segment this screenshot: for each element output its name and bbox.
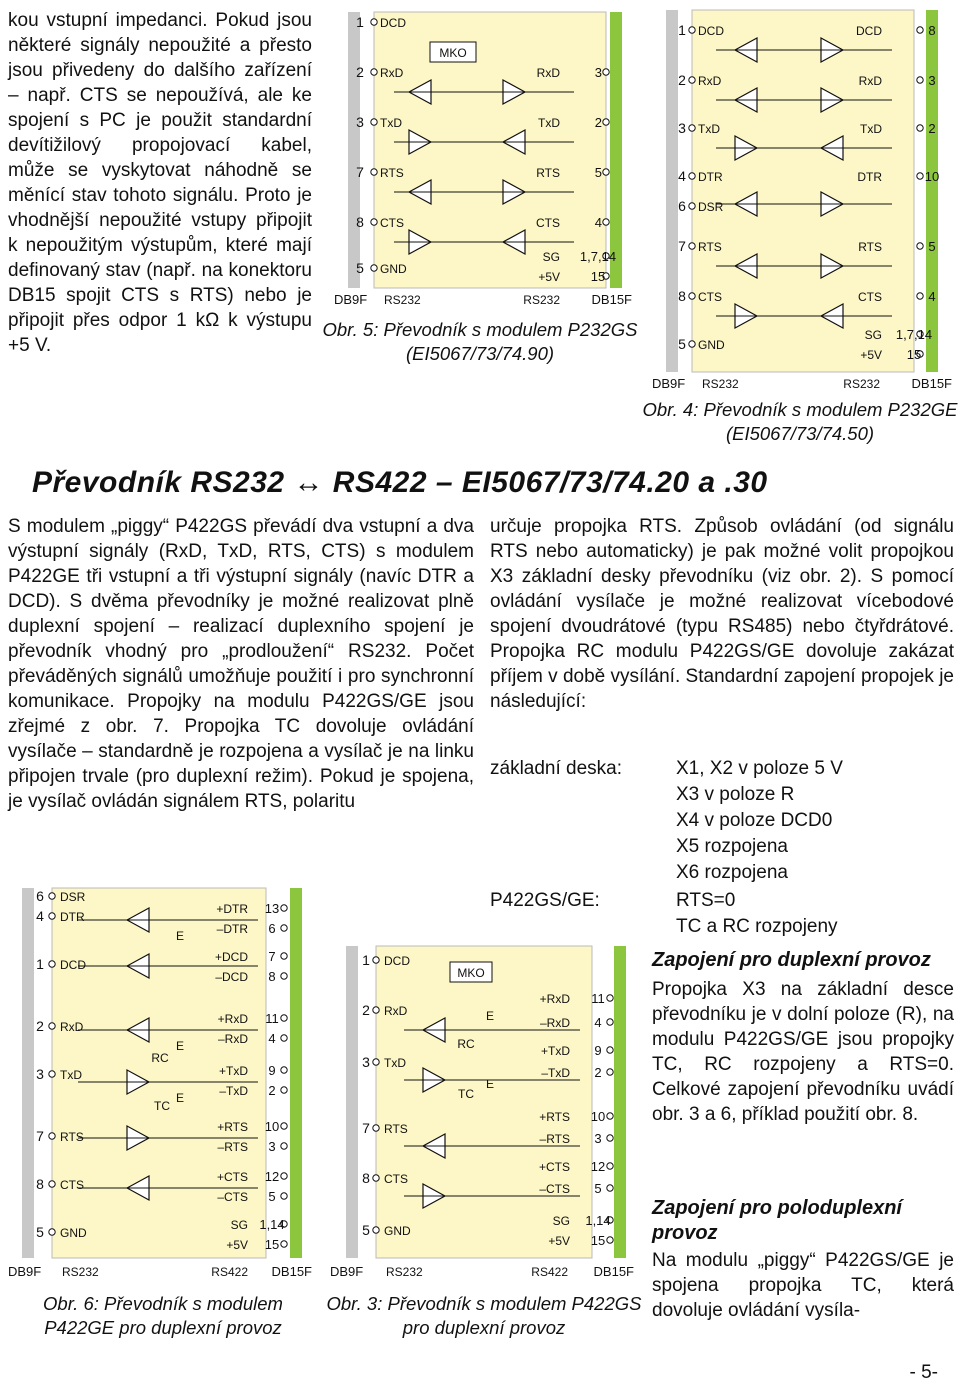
- fig5-module-label: MKO: [439, 46, 467, 60]
- fig6-left-name: RxD: [60, 1020, 84, 1034]
- fig4-right-name: RxD: [858, 74, 882, 88]
- fig4-right-pin-dot: [917, 173, 923, 179]
- fig6-right-strip: [290, 888, 302, 1258]
- fig6-left-strip: [22, 888, 34, 1258]
- section-heading: Převodník RS232 ↔ RS422 – EI5067/73/74.20 a .30: [32, 466, 768, 499]
- fig6-right-pin: 8: [268, 969, 276, 984]
- fig5-right-strip: [610, 12, 622, 288]
- fig4-right-name: SG: [864, 328, 882, 342]
- body-right-text: určuje propojka RTS. Způsob ovládání (od signálu RTS nebo automaticky) je pak možné volit propojkou X3 základní desky převodníku (viz obr. 2). S pomocí ovládání vysílače je možné realizovat vícebodové spojení dvoudrátové (typu RS485) nebo čtyřdrátové. Propojka RC modulu P422GS/GE dovoluje zakázat příjem v době vysílání. Standardní zapojení propojek je následující:: [490, 516, 954, 712]
- fig6-right-pin-dot: [281, 1173, 287, 1179]
- figure-4-diagram: [652, 4, 954, 394]
- fig4-right-pin-dot: [917, 243, 923, 249]
- fig6-left-name: CTS: [60, 1178, 84, 1192]
- fig5-left-pin: 1: [356, 14, 364, 30]
- fig5-left-pin: 8: [356, 214, 364, 230]
- fig6-right-name: –RTS: [217, 1140, 248, 1154]
- settings-base-value-2: X3 v poloze R: [676, 784, 795, 805]
- fig6-right-name: +DCD: [214, 950, 248, 964]
- fig4-left-pin-dot: [689, 173, 695, 179]
- fig6-right-name: –TxD: [219, 1084, 248, 1098]
- fig4-left-pin-dot: [689, 341, 695, 347]
- fig4-right-pin: 3: [928, 73, 936, 88]
- fig5-left-pin: 3: [356, 114, 364, 130]
- fig5-right-name: RxD: [536, 66, 560, 80]
- settings-base-label: základní deska:: [490, 758, 623, 779]
- fig5-right-standard: RS232: [523, 293, 560, 307]
- fig5-left-pin-dot: [371, 119, 377, 125]
- fig3-right-pin-dot: [607, 1163, 613, 1169]
- fig6-right-name: –RxD: [217, 1032, 248, 1046]
- fig4-right-name: CTS: [858, 290, 882, 304]
- fig3-right-name: +CTS: [538, 1160, 570, 1174]
- fig3-left-pin-dot: [373, 1175, 379, 1181]
- fig4-right-name: RTS: [858, 240, 882, 254]
- fig3-left-pin: 1: [362, 952, 370, 968]
- fig5-right-name: RTS: [536, 166, 560, 180]
- fig4-left-name: TxD: [698, 122, 720, 136]
- fig4-left-pin-dot: [689, 125, 695, 131]
- fig5-right-name: +5V: [538, 270, 560, 284]
- fig4-left-pin: 2: [678, 72, 686, 88]
- fig5-left-standard: RS232: [384, 293, 421, 307]
- fig3-right-pin: 1,14: [585, 1213, 611, 1228]
- fig6-right-pin: 11: [265, 1011, 279, 1026]
- fig3-left-pin: 7: [362, 1120, 370, 1136]
- subsection-halfduplex: [652, 1196, 954, 1323]
- fig4-right-standard: RS232: [843, 377, 880, 391]
- intro-paragraph: [8, 8, 312, 358]
- subsection-halfduplex-title: Zapojení pro poloduplexní provoz: [652, 1197, 902, 1244]
- fig6-left-name: GND: [60, 1226, 87, 1240]
- fig3-jumper-label: E: [485, 1077, 495, 1091]
- fig6-right-pin-dot: [281, 925, 287, 931]
- fig3-right-strip: [614, 946, 626, 1258]
- fig6-right-name: –CTS: [217, 1190, 248, 1204]
- fig4-left-pin: 6: [678, 198, 686, 214]
- fig6-jumper-label: TC: [154, 1099, 170, 1113]
- fig3-left-name: RxD: [384, 1004, 408, 1018]
- fig6-right-pin-dot: [281, 973, 287, 979]
- fig6-right-name: –DTR: [216, 922, 248, 936]
- figure-3-caption: Obr. 3: Převodník s modulem P422GS pro duplexní provoz: [326, 1293, 642, 1338]
- fig6-right-name: +RxD: [217, 1012, 248, 1026]
- settings-base-value-4: X5 rozpojena: [676, 836, 788, 857]
- fig5-left-name: CTS: [380, 216, 404, 230]
- fig6-right-pin-dot: [281, 905, 287, 911]
- fig3-left-standard: RS232: [386, 1265, 423, 1279]
- figure-5-schematic: [334, 6, 634, 310]
- fig4-left-pin: 7: [678, 238, 686, 254]
- fig5-right-pin-dot: [603, 119, 609, 125]
- fig3-right-pin: 4: [594, 1015, 602, 1030]
- fig4-right-pin: 10: [924, 169, 940, 184]
- fig5-right-pin: 2: [594, 115, 602, 130]
- page-number: - 5-: [909, 1362, 938, 1383]
- fig6-right-pin-dot: [281, 953, 287, 959]
- subsection-halfduplex-text: Na modulu „piggy“ P422GS/GE je spojena propojka TC, která dovoluje ovládání vysíla-: [652, 1250, 954, 1321]
- fig3-right-name: SG: [552, 1214, 570, 1228]
- fig5-left-pin: 2: [356, 64, 364, 80]
- settings-module-value-2: TC a RC rozpojeny: [676, 916, 838, 937]
- fig5-right-pin: 15: [590, 269, 606, 284]
- fig6-right-pin: 3: [268, 1139, 276, 1154]
- fig3-right-name: –TxD: [541, 1066, 570, 1080]
- fig6-right-pin-dot: [281, 1067, 287, 1073]
- fig3-jumper-label: RC: [457, 1037, 475, 1051]
- fig6-right-pin-dot: [281, 1035, 287, 1041]
- fig3-right-name: –RTS: [539, 1132, 570, 1146]
- fig5-right-pin-dot: [603, 219, 609, 225]
- fig4-left-name: DSR: [698, 200, 724, 214]
- fig6-left-pin-dot: [49, 1071, 55, 1077]
- fig4-right-pin: 4: [928, 289, 936, 304]
- figure-6-caption: Obr. 6: Převodník s modulem P422GE pro duplexní provoz: [43, 1293, 283, 1338]
- fig3-right-name: +5V: [548, 1234, 570, 1248]
- fig6-right-pin: 9: [268, 1063, 276, 1078]
- fig3-left-pin: 2: [362, 1002, 370, 1018]
- fig5-right-pin: 5: [594, 165, 602, 180]
- fig5-left-connector: DB9F: [334, 292, 368, 307]
- settings-base-value-5: X6 rozpojena: [676, 862, 788, 883]
- fig3-right-pin: 15: [590, 1233, 606, 1248]
- fig3-left-name: CTS: [384, 1172, 408, 1186]
- fig5-left-name: TxD: [380, 116, 402, 130]
- fig3-right-pin-dot: [607, 1237, 613, 1243]
- fig5-left-pin-dot: [371, 169, 377, 175]
- fig6-left-pin: 1: [36, 956, 44, 972]
- settings-base-value-3: X4 v poloze DCD0: [676, 810, 833, 831]
- fig4-left-strip: [666, 10, 678, 372]
- fig6-left-pin: 4: [36, 908, 44, 924]
- fig3-right-pin: 10: [590, 1109, 606, 1124]
- fig6-right-name: +5V: [226, 1238, 248, 1252]
- fig3-right-pin: 9: [594, 1043, 602, 1058]
- fig4-left-pin: 5: [678, 336, 686, 352]
- fig4-right-name: DCD: [856, 24, 882, 38]
- fig6-right-pin-dot: [281, 1087, 287, 1093]
- fig6-jumper-label: E: [175, 1091, 185, 1105]
- fig4-left-name: GND: [698, 338, 725, 352]
- fig3-left-strip: [346, 946, 358, 1258]
- fig6-jumper-label: RC: [151, 1051, 169, 1065]
- fig5-right-name: CTS: [536, 216, 560, 230]
- fig3-jumper-label: E: [485, 1009, 495, 1023]
- fig5-right-connector: DB15F: [591, 292, 632, 307]
- fig3-right-pin-dot: [607, 1135, 613, 1141]
- figure-6-diagram: [8, 884, 314, 1286]
- fig3-right-pin: 5: [594, 1181, 602, 1196]
- fig4-left-pin: 3: [678, 120, 686, 136]
- fig6-right-pin: 12: [264, 1169, 280, 1184]
- fig6-left-pin: 5: [36, 1224, 44, 1240]
- fig6-right-pin-dot: [281, 1241, 287, 1247]
- fig3-right-name: +RxD: [539, 992, 570, 1006]
- fig4-left-standard: RS232: [702, 377, 739, 391]
- fig5-left-pin-dot: [371, 265, 377, 271]
- figure-3-diagram: [330, 940, 636, 1286]
- fig6-right-name: +RTS: [217, 1120, 248, 1134]
- fig4-left-name: DTR: [698, 170, 723, 184]
- fig4-left-name: RTS: [698, 240, 722, 254]
- fig3-right-pin-dot: [607, 1019, 613, 1025]
- fig6-left-pin-dot: [49, 893, 55, 899]
- fig4-left-pin-dot: [689, 243, 695, 249]
- fig6-right-pin: 13: [264, 901, 280, 916]
- fig6-left-standard: RS232: [62, 1265, 99, 1279]
- fig6-left-pin-dot: [49, 1133, 55, 1139]
- settings-module-label: P422GS/GE:: [490, 890, 600, 911]
- fig6-left-pin-dot: [49, 961, 55, 967]
- fig3-left-pin-dot: [373, 1227, 379, 1233]
- fig6-right-pin: 7: [268, 949, 276, 964]
- fig5-left-name: DCD: [380, 16, 406, 30]
- fig4-left-pin-dot: [689, 293, 695, 299]
- fig6-right-standard: RS422: [211, 1265, 248, 1279]
- fig5-right-pin: 1,7,14: [579, 249, 617, 264]
- fig4-right-pin-dot: [917, 27, 923, 33]
- fig5-right-pin-dot: [603, 169, 609, 175]
- fig3-module-label: MKO: [457, 966, 485, 980]
- fig3-jumper-label: TC: [458, 1087, 474, 1101]
- fig6-left-pin: 6: [36, 888, 44, 904]
- fig4-left-name: RxD: [698, 74, 722, 88]
- settings-base-value-1: X1, X2 v poloze 5 V: [676, 758, 843, 779]
- subsection-duplex-text: Propojka X3 na základní desce převodníku je v dolní poloze (R), na modulu P422GS/GE jsou propojky TC, RC rozpojeny a RTS=0. Celkové zapojení převodníku uvádí obr. 3 a 6, příklad použití obr. 8.: [652, 979, 954, 1125]
- fig4-right-pin: 5: [928, 239, 936, 254]
- fig4-left-name: CTS: [698, 290, 722, 304]
- fig3-right-pin-dot: [607, 1047, 613, 1053]
- fig6-right-connector: DB15F: [271, 1264, 312, 1279]
- fig5-left-pin-dot: [371, 219, 377, 225]
- fig6-left-name: DCD: [60, 958, 86, 972]
- fig4-left-connector: DB9F: [652, 376, 686, 391]
- fig6-right-pin-dot: [281, 1143, 287, 1149]
- fig4-left-pin: 4: [678, 168, 686, 184]
- fig4-right-strip: [926, 10, 938, 372]
- fig3-left-pin-dot: [373, 1059, 379, 1065]
- fig3-left-name: GND: [384, 1224, 411, 1238]
- fig6-right-pin: 2: [268, 1083, 276, 1098]
- body-right-column: [490, 514, 954, 714]
- fig3-left-pin: 3: [362, 1054, 370, 1070]
- fig3-right-pin: 2: [594, 1065, 602, 1080]
- fig6-right-pin: 15: [264, 1237, 280, 1252]
- fig4-right-name: +5V: [860, 348, 882, 362]
- fig4-right-pin: 15: [906, 347, 922, 362]
- fig6-left-pin-dot: [49, 1181, 55, 1187]
- fig4-right-name: TxD: [860, 122, 882, 136]
- fig3-right-pin: 12: [590, 1159, 606, 1174]
- fig5-left-name: RTS: [380, 166, 404, 180]
- fig6-left-name: RTS: [60, 1130, 84, 1144]
- fig5-right-pin: 4: [594, 215, 602, 230]
- body-left-column: [8, 514, 474, 814]
- fig6-right-pin: 6: [268, 921, 276, 936]
- fig3-right-pin-dot: [607, 1069, 613, 1075]
- fig3-left-name: TxD: [384, 1056, 406, 1070]
- figure-5-caption: Obr. 5: Převodník s modulem P232GS (EI5067/73/74.90): [322, 319, 638, 364]
- fig6-right-pin: 4: [268, 1031, 276, 1046]
- fig6-left-pin: 8: [36, 1176, 44, 1192]
- fig6-left-name: DTR: [60, 910, 85, 924]
- fig5-left-name: RxD: [380, 66, 404, 80]
- fig4-right-pin-dot: [917, 77, 923, 83]
- fig4-right-pin: 8: [928, 23, 936, 38]
- fig5-right-pin: 3: [594, 65, 602, 80]
- intro-text: kou vstupní impedanci. Pokud jsou některé signály nepoužité a přesto jsou přivedeny do dalšího zařízení – např. CTS se nepoužívá, ale ke spojení s PC je použit standardní devítižilový propojovací kabel, může se vyskytovat náhodně se měnící stav tohoto signálu. Proto je vhodnější nepoužité vstupy připojit k nepoužitým výstupům, které mají definovaný stav (např. na konektoru DB15 spojit CTS s RTS) nebo je připojit přes odpor 1 kΩ k výstupu +5 V.: [8, 10, 312, 356]
- fig3-right-pin: 3: [594, 1131, 602, 1146]
- subsection-duplex-title: Zapojení pro duplexní provoz: [652, 949, 931, 971]
- fig6-right-pin-dot: [281, 1123, 287, 1129]
- fig6-jumper-label: E: [175, 929, 185, 943]
- fig4-left-pin-dot: [689, 27, 695, 33]
- figure-6-schematic: [8, 884, 314, 1286]
- fig5-left-strip: [348, 12, 360, 288]
- fig3-left-name: RTS: [384, 1122, 408, 1136]
- fig4-right-name: DTR: [857, 170, 882, 184]
- fig5-left-pin-dot: [371, 19, 377, 25]
- figure-4-caption: Obr. 4: Převodník s modulem P232GE (EI5067/73/74.50): [642, 399, 958, 444]
- fig6-right-name: +CTS: [216, 1170, 248, 1184]
- figure-3-schematic: [330, 940, 636, 1286]
- fig3-right-name: +TxD: [540, 1044, 570, 1058]
- fig4-right-connector: DB15F: [911, 376, 952, 391]
- fig3-left-pin: 5: [362, 1222, 370, 1238]
- fig6-right-pin-dot: [281, 1193, 287, 1199]
- fig3-left-name: DCD: [384, 954, 410, 968]
- fig6-right-pin: 5: [268, 1189, 276, 1204]
- fig3-left-pin-dot: [373, 1007, 379, 1013]
- fig4-left-pin: 1: [678, 22, 686, 38]
- fig5-left-pin: 5: [356, 260, 364, 276]
- fig3-right-connector: DB15F: [593, 1264, 634, 1279]
- fig6-jumper-label: E: [175, 1039, 185, 1053]
- fig3-right-pin: 11: [591, 991, 605, 1006]
- fig6-left-pin: 3: [36, 1066, 44, 1082]
- fig6-right-pin-dot: [281, 1015, 287, 1021]
- fig4-board: [692, 10, 914, 372]
- fig5-right-name: SG: [542, 250, 560, 264]
- fig3-right-name: –CTS: [539, 1182, 570, 1196]
- fig3-left-pin-dot: [373, 1125, 379, 1131]
- fig3-right-pin-dot: [607, 995, 613, 1001]
- fig6-right-pin: 1,14: [259, 1217, 285, 1232]
- fig6-left-pin-dot: [49, 1229, 55, 1235]
- fig4-left-pin-dot: [689, 203, 695, 209]
- fig4-right-pin-dot: [917, 293, 923, 299]
- fig6-right-name: +DTR: [216, 902, 248, 916]
- fig3-right-standard: RS422: [531, 1265, 568, 1279]
- fig5-left-name: GND: [380, 262, 407, 276]
- fig5-left-pin-dot: [371, 69, 377, 75]
- fig3-right-pin-dot: [607, 1113, 613, 1119]
- fig3-left-connector: DB9F: [330, 1264, 364, 1279]
- fig3-right-name: +RTS: [539, 1110, 570, 1124]
- fig3-right-pin-dot: [607, 1185, 613, 1191]
- settings-module-value-1: RTS=0: [676, 890, 736, 911]
- fig6-left-pin: 7: [36, 1128, 44, 1144]
- fig3-left-pin: 8: [362, 1170, 370, 1186]
- body-left-text: S modulem „piggy“ P422GS převádí dva vstupní a dva výstupní signály (RxD, TxD, RTS, CTS) s modulem P422GE tři vstupní a tři výstupní signály (navíc DTR a DCD). S dvěma převodníky je možné realizovat plně duplexní spojení – realizací duplexního spojení je převodník vhodný pro „prodloužení“ RS232. Počet převáděných signálů umožňuje použití i pro synchronní komunikace. Propojky na modulu P422GS/GE jsou zřejmé z obr. 7. Propojka TC dovoluje ovládání vysílače – standardně je rozpojena a vysílač je na linku připojen trvale (pro duplexní režim). Pokud je spojena, je vysílač ovládán signálem RTS, polaritu: [8, 516, 474, 812]
- fig4-right-pin: 1,7,14: [895, 327, 933, 342]
- fig5-right-pin-dot: [603, 69, 609, 75]
- subsection-duplex: [652, 948, 954, 1127]
- fig6-left-pin-dot: [49, 913, 55, 919]
- fig4-right-pin-dot: [917, 125, 923, 131]
- fig6-left-pin: 2: [36, 1018, 44, 1034]
- fig6-right-pin: 10: [264, 1119, 280, 1134]
- fig4-left-name: DCD: [698, 24, 724, 38]
- fig6-left-name: DSR: [60, 890, 86, 904]
- fig6-left-connector: DB9F: [8, 1264, 42, 1279]
- fig4-left-pin-dot: [689, 77, 695, 83]
- fig4-right-pin: 2: [928, 121, 936, 136]
- fig6-left-name: TxD: [60, 1068, 82, 1082]
- fig6-right-name: +TxD: [218, 1064, 248, 1078]
- fig6-right-name: SG: [230, 1218, 248, 1232]
- fig3-left-pin-dot: [373, 957, 379, 963]
- fig4-left-pin: 8: [678, 288, 686, 304]
- fig5-left-pin: 7: [356, 164, 364, 180]
- fig6-left-pin-dot: [49, 1023, 55, 1029]
- fig3-right-name: –RxD: [539, 1016, 570, 1030]
- fig6-right-name: –DCD: [215, 970, 248, 984]
- figure-5-diagram: [334, 6, 634, 310]
- figure-4-schematic: [652, 4, 954, 394]
- fig5-right-name: TxD: [538, 116, 560, 130]
